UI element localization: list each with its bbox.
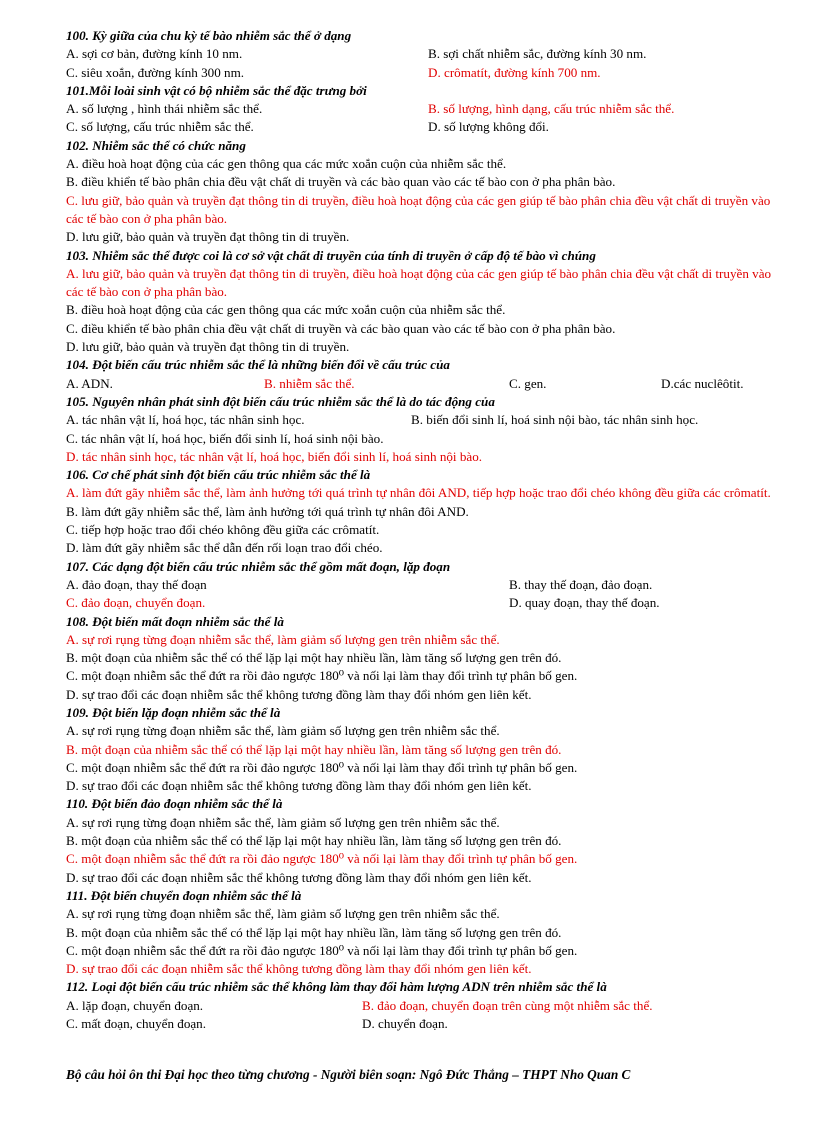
option-109-c: C. một đoạn nhiễm sắc thể đứt ra rồi đảo ngược 180⁰ và nối lại làm thay đổi trình tự phân bố gen. [66,759,578,775]
option-112-b-answer: B. đảo đoạn, chuyển đoạn trên cùng một nhiễm sắc thể. [362,997,653,1013]
option-100-b: B. sợi chất nhiễm sắc, đường kính 30 nm. [428,46,647,62]
option-107-c-answer: C. đảo đoạn, chuyển đoạn. [66,595,206,611]
question-page [66,27,790,1033]
option-101-a: A. số lượng , hình thái nhiễm sắc thể. [66,101,263,117]
question-111-title: 111. Đột biến chuyển đoạn nhiễm sắc thể là [66,887,302,903]
option-101-b-answer: B. số lượng, hình dạng, cấu trúc nhiễm sắc thể. [428,101,675,117]
option-108-d: D. sự trao đổi các đoạn nhiễm sắc thể không tương đồng làm thay đổi nhóm gen liên kết. [66,686,532,702]
option-108-c: C. một đoạn nhiễm sắc thể đứt ra rồi đảo ngược 180⁰ và nối lại làm thay đổi trình tự phân bố gen. [66,668,578,684]
option-109-d: D. sự trao đổi các đoạn nhiễm sắc thể không tương đồng làm thay đổi nhóm gen liên kết. [66,778,532,794]
question-100-row-1 [66,45,790,63]
question-110-title: 110. Đột biến đảo đoạn nhiễm sắc thể là [66,796,283,812]
question-106-title: 106. Cơ chế phát sinh đột biến cấu trúc nhiễm sắc thể là [66,467,371,483]
option-108-b: B. một đoạn của nhiễm sắc thể có thể lặp lại một hay nhiều lần, làm tăng số lượng gen trên đó. [66,650,562,666]
option-103-c: C. điều khiển tế bào phân chia đều vật chất di truyền và các bào quan vào các tế bào con ở pha phân bào. [66,320,616,336]
option-107-a: A. đảo đoạn, thay thế đoạn [66,576,207,592]
option-105-d-answer: D. tác nhân sinh học, tác nhân vật lí, hoá học, biến đổi sinh lí, hoá sinh nội bào. [66,448,483,464]
question-101-row-1 [66,100,790,118]
option-106-d: D. làm đứt gãy nhiễm sắc thể dẫn đến rối loạn trao đổi chéo. [66,540,383,556]
question-105-row-1 [66,411,790,429]
option-109-a: A. sự rơi rụng từng đoạn nhiễm sắc thể, làm giảm số lượng gen trên nhiễm sắc thể. [66,723,500,739]
question-100-row-2 [66,64,790,82]
option-106-a-answer: A. làm đứt gãy nhiễm sắc thể, làm ảnh hưởng tới quá trình tự nhân đôi AND, tiếp hợp hoặc trao đổi chéo không đều giữa các crômatít. [66,485,771,501]
option-110-b: B. một đoạn của nhiễm sắc thể có thể lặp lại một hay nhiều lần, làm tăng số lượng gen trên đó. [66,833,562,849]
option-100-a: A. sợi cơ bản, đường kính 10 nm. [66,46,243,62]
question-102-title: 102. Nhiễm sắc thể có chức năng [66,137,246,153]
option-103-a-answer: A. lưu giữ, bảo quản và truyền đạt thông tin di truyền, điều hoà hoạt động của các gen giúp tế bào phân chia đều vật chất di truyền vào các tế bào con ở pha phân bào. [66,265,772,300]
option-104-d: D.các nuclêôtit. [661,375,744,391]
option-105-c: C. tác nhân vật lí, hoá học, biến đổi sinh lí, hoá sinh nội bào. [66,430,384,446]
option-112-a: A. lặp đoạn, chuyển đoạn. [66,997,204,1013]
question-108-title: 108. Đột biến mất đoạn nhiễm sắc thể là [66,613,284,629]
option-108-a-answer: A. sự rơi rụng từng đoạn nhiễm sắc thể, làm giảm số lượng gen trên nhiễm sắc thể. [66,631,500,647]
question-101-row-2 [66,118,790,136]
option-106-b: B. làm đứt gãy nhiễm sắc thể, làm ảnh hưởng tới quá trình tự nhân đôi AND. [66,503,469,519]
option-110-c-answer: C. một đoạn nhiễm sắc thể đứt ra rồi đảo ngược 180⁰ và nối lại làm thay đổi trình tự phân bố gen. [66,851,578,867]
option-111-c: C. một đoạn nhiễm sắc thể đứt ra rồi đảo ngược 180⁰ và nối lại làm thay đổi trình tự phân bố gen. [66,942,578,958]
option-106-c: C. tiếp hợp hoặc trao đổi chéo không đều giữa các crômatít. [66,522,380,538]
option-109-b-answer: B. một đoạn của nhiễm sắc thể có thể lặp lại một hay nhiều lần, làm tăng số lượng gen trên đó. [66,741,562,757]
question-112-title: 112. Loại đột biến cấu trúc nhiễm sắc thể không làm thay đổi hàm lượng ADN trên nhiễm sắc thể là [66,979,607,995]
option-111-a: A. sự rơi rụng từng đoạn nhiễm sắc thể, làm giảm số lượng gen trên nhiễm sắc thể. [66,906,500,922]
question-112-row-2 [66,1015,790,1033]
option-104-b-answer: B. nhiễm sắc thể. [264,375,355,391]
option-101-c: C. số lượng, cấu trúc nhiễm sắc thể. [66,119,254,135]
question-103-title: 103. Nhiễm sắc thể được coi là cơ sở vật chất di truyền của tính di truyền ở cấp độ tế bào vì chúng [66,247,596,263]
question-107-row-1 [66,576,790,594]
option-110-d: D. sự trao đổi các đoạn nhiễm sắc thể không tương đồng làm thay đổi nhóm gen liên kết. [66,869,532,885]
option-105-a: A. tác nhân vật lí, hoá học, tác nhân sinh học. [66,412,305,428]
question-107-title: 107. Các dạng đột biến cấu trúc nhiễm sắc thể gồm mất đoạn, lặp đoạn [66,558,451,574]
option-110-a: A. sự rơi rụng từng đoạn nhiễm sắc thể, làm giảm số lượng gen trên nhiễm sắc thể. [66,814,500,830]
option-102-a: A. điều hoà hoạt động của các gen thông qua các mức xoắn cuộn của nhiễm sắc thể. [66,156,507,172]
question-100-title: 100. Kỳ giữa của chu kỳ tế bào nhiễm sắc thể ở dạng [66,28,352,43]
option-104-a: A. ADN. [66,375,113,391]
option-101-d: D. số lượng không đổi. [428,119,549,135]
option-103-d: D. lưu giữ, bảo quản và truyền đạt thông tin di truyền. [66,339,350,355]
option-102-b: B. điều khiển tế bào phân chia đều vật chất di truyền và các bào quan vào các tế bào con ở pha phân bào. [66,174,616,190]
option-102-c-answer: C. lưu giữ, bảo quản và truyền đạt thông tin di truyền, điều hoà hoạt động của các gen giúp tế bào phân chia đều vật chất di truyền vào các tế bào con ở pha phân bào. [66,192,771,226]
option-107-b: B. thay thế đoạn, đảo đoạn. [509,576,653,592]
page-footer: Bộ câu hỏi ôn thi Đại học theo từng chương - Người biên soạn: Ngô Đức Thắng – THPT Nho Quan C [66,1067,631,1082]
question-112-row-1 [66,997,790,1015]
option-104-c: C. gen. [509,375,547,391]
option-111-b: B. một đoạn của nhiễm sắc thể có thể lặp lại một hay nhiều lần, làm tăng số lượng gen trên đó. [66,924,562,940]
option-105-b: B. biến đổi sinh lí, hoá sinh nội bào, tác nhân sinh học. [411,412,699,428]
option-100-d-answer: D. crômatít, đường kính 700 nm. [428,64,601,80]
option-100-c: C. siêu xoắn, đường kính 300 nm. [66,64,245,80]
option-111-d-answer: D. sự trao đổi các đoạn nhiễm sắc thể không tương đồng làm thay đổi nhóm gen liên kết. [66,961,532,977]
question-107-row-2 [66,594,790,612]
option-112-d: D. chuyển đoạn. [362,1016,448,1032]
question-104-row [66,375,790,393]
option-102-d: D. lưu giữ, bảo quản và truyền đạt thông tin di truyền. [66,229,350,245]
option-103-b: B. điều hoà hoạt động của các gen thông qua các mức xoắn cuộn của nhiễm sắc thể. [66,302,506,318]
question-105-title: 105. Nguyên nhân phát sinh đột biến cấu trúc nhiễm sắc thể là do tác động của [66,393,495,409]
question-101-title: 101.Mỗi loài sinh vật có bộ nhiễm sắc thể đặc trưng bởi [66,82,367,98]
option-112-c: C. mất đoạn, chuyển đoạn. [66,1016,206,1032]
question-104-title: 104. Đột biến cấu trúc nhiễm sắc thể là những biến đổi về cấu trúc của [66,357,450,373]
question-109-title: 109. Đột biến lặp đoạn nhiễm sắc thể là [66,704,281,720]
option-107-d: D. quay đoạn, thay thế đoạn. [509,595,660,611]
